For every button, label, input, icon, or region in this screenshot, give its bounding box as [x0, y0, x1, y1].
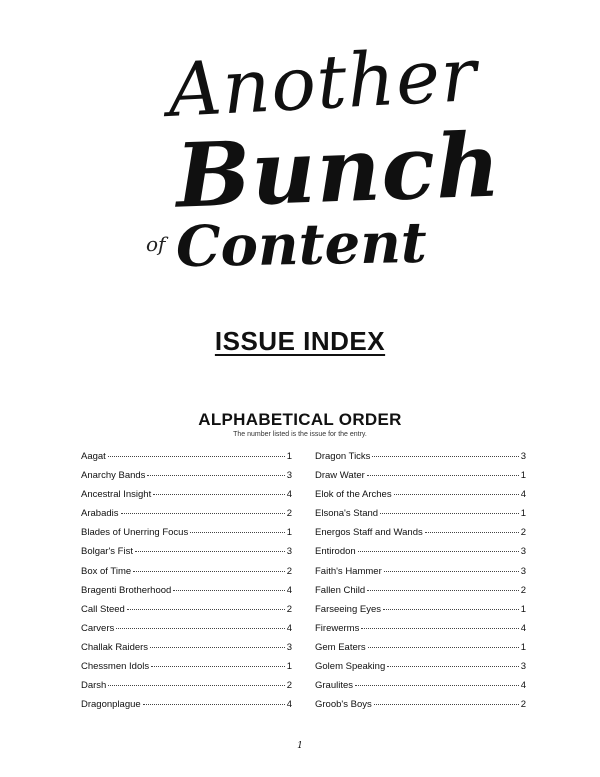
dot-leader [384, 571, 519, 572]
index-entry [81, 661, 292, 680]
index-entry-issue: 2 [286, 680, 292, 692]
index-entry [315, 642, 526, 661]
index-entry [81, 489, 292, 508]
index-entry-issue: 3 [286, 546, 292, 558]
index-entry-name: Bolgar's Fist [81, 546, 133, 558]
dot-leader [358, 551, 519, 552]
index-entry-issue: 3 [520, 661, 526, 673]
dot-leader [383, 609, 519, 610]
index-entry-issue: 1 [286, 661, 292, 673]
logo-line-another: Another [165, 31, 480, 135]
index-entry-name: Gem Eaters [315, 641, 366, 653]
index-entry-issue: 2 [286, 565, 292, 577]
index-entry [81, 546, 292, 565]
index-entry [81, 451, 292, 470]
index-entry-issue: 1 [286, 451, 292, 462]
dot-leader [116, 628, 284, 629]
index-entry [81, 680, 292, 699]
dot-leader [425, 532, 519, 533]
index-entry-issue: 2 [520, 584, 526, 596]
index-entry [81, 699, 292, 718]
index-entry-issue: 4 [286, 584, 292, 596]
page-title: ISSUE INDEX [214, 326, 386, 356]
index-entry [315, 699, 526, 718]
index-entry-name: Box of Time [81, 565, 132, 577]
dot-leader [368, 647, 519, 648]
index-entry-issue: 4 [286, 699, 292, 711]
index-entry-name: Entirodon [315, 546, 356, 558]
index-entry-name: Farseeing Eyes [315, 603, 382, 615]
dot-leader [150, 647, 285, 648]
index-entry [315, 566, 526, 585]
index-entry-name: Fallen Child [315, 584, 366, 596]
index-entry-issue: 2 [286, 603, 292, 615]
logo-line-bunch: Bunch [174, 112, 503, 228]
index-entry-name: Blades of Unerring Focus [81, 527, 189, 539]
logo-word-of: of [146, 232, 166, 256]
index-entry [81, 566, 292, 585]
index-entry-issue: 3 [286, 641, 292, 653]
index-entry-name: Draw Water [315, 470, 365, 482]
index-entry-name: Ancestral Insight [81, 489, 152, 501]
index-entry [81, 604, 292, 623]
index-entry-name: Chessmen Idols [81, 661, 150, 673]
section-subtitle: The number listed is the issue for the entry. [233, 431, 367, 438]
dot-leader [121, 513, 285, 514]
dot-leader [355, 685, 519, 686]
index-entry-name: Arabadis [81, 508, 119, 520]
index-entry [81, 470, 292, 489]
dot-leader [367, 590, 519, 591]
dot-leader [147, 475, 284, 476]
index-column-left [81, 451, 292, 718]
index-entry-issue: 2 [520, 699, 526, 711]
index-entry-issue: 1 [286, 527, 292, 539]
dot-leader [173, 590, 284, 591]
index-entry-name: Dragon Ticks [315, 451, 371, 462]
index-entry-issue: 3 [520, 546, 526, 558]
index-entry-name: Anarchy Bands [81, 470, 146, 482]
index-column-right [315, 451, 526, 718]
index-entry-issue: 4 [286, 489, 292, 501]
dot-leader [143, 704, 285, 705]
index-entry-name: Call Steed [81, 603, 125, 615]
index-entry-issue: 4 [286, 622, 292, 634]
index-entry [315, 527, 526, 546]
dot-leader [133, 571, 285, 572]
index-entry-issue: 4 [520, 680, 526, 692]
index-entry [315, 623, 526, 642]
index-entry-name: Dragonplague [81, 699, 141, 711]
index-entry [315, 661, 526, 680]
index-entry [315, 489, 526, 508]
index-entry-name: Energos Staff and Wands [315, 527, 423, 539]
index-entry [315, 470, 526, 489]
page-number: 1 [297, 741, 303, 751]
index-entry [315, 546, 526, 565]
index-entry [81, 527, 292, 546]
dot-leader [361, 628, 518, 629]
dot-leader [151, 666, 285, 667]
index-entry-issue: 4 [520, 622, 526, 634]
index-entry [315, 508, 526, 527]
index-entry-name: Aagat [81, 451, 106, 462]
index-entry [315, 680, 526, 699]
dot-leader [374, 704, 519, 705]
index-entry-name: Challak Raiders [81, 641, 149, 653]
index-entry-issue: 1 [520, 470, 526, 482]
index-entry-name: Darsh [81, 680, 107, 692]
index-entry-issue: 3 [520, 565, 526, 577]
index-entry-issue: 3 [520, 451, 526, 462]
dot-leader [108, 685, 284, 686]
dot-leader [387, 666, 518, 667]
index-entry [315, 604, 526, 623]
dot-leader [367, 475, 519, 476]
index-entry-name: Firewerms [315, 622, 360, 634]
index-entry-name: Carvers [81, 622, 115, 634]
logo [0, 0, 600, 300]
dot-leader [380, 513, 519, 514]
index-entry-issue: 2 [520, 527, 526, 539]
dot-leader [127, 609, 285, 610]
index-entry-name: Graulites [315, 680, 354, 692]
index-entry-issue: 1 [520, 641, 526, 653]
dot-leader [372, 456, 518, 457]
index-entry [315, 451, 526, 470]
index-entry-name: Golem Speaking [315, 661, 386, 673]
index-entry-name: Bragenti Brotherhood [81, 584, 172, 596]
index-entry-name: Elsona's Stand [315, 508, 379, 520]
index-entry [81, 623, 292, 642]
index-entry-name: Groob's Boys [315, 699, 372, 711]
logo-line-content: Content [175, 209, 428, 281]
dot-leader [153, 494, 284, 495]
index-entry [315, 585, 526, 604]
section-title: ALPHABETICAL ORDER [198, 410, 402, 429]
index-entry [81, 585, 292, 604]
index-entry-issue: 2 [286, 508, 292, 520]
dot-leader [394, 494, 519, 495]
index-entry-name: Elok of the Arches [315, 489, 392, 501]
dot-leader [108, 456, 285, 457]
index-entry-issue: 1 [520, 508, 526, 520]
index-entry-issue: 3 [286, 470, 292, 482]
index-entry-issue: 1 [520, 603, 526, 615]
index-entry [81, 508, 292, 527]
dot-leader [190, 532, 285, 533]
dot-leader [135, 551, 285, 552]
index-entry [81, 642, 292, 661]
index-entry-issue: 4 [520, 489, 526, 501]
index-entry-name: Faith's Hammer [315, 565, 382, 577]
